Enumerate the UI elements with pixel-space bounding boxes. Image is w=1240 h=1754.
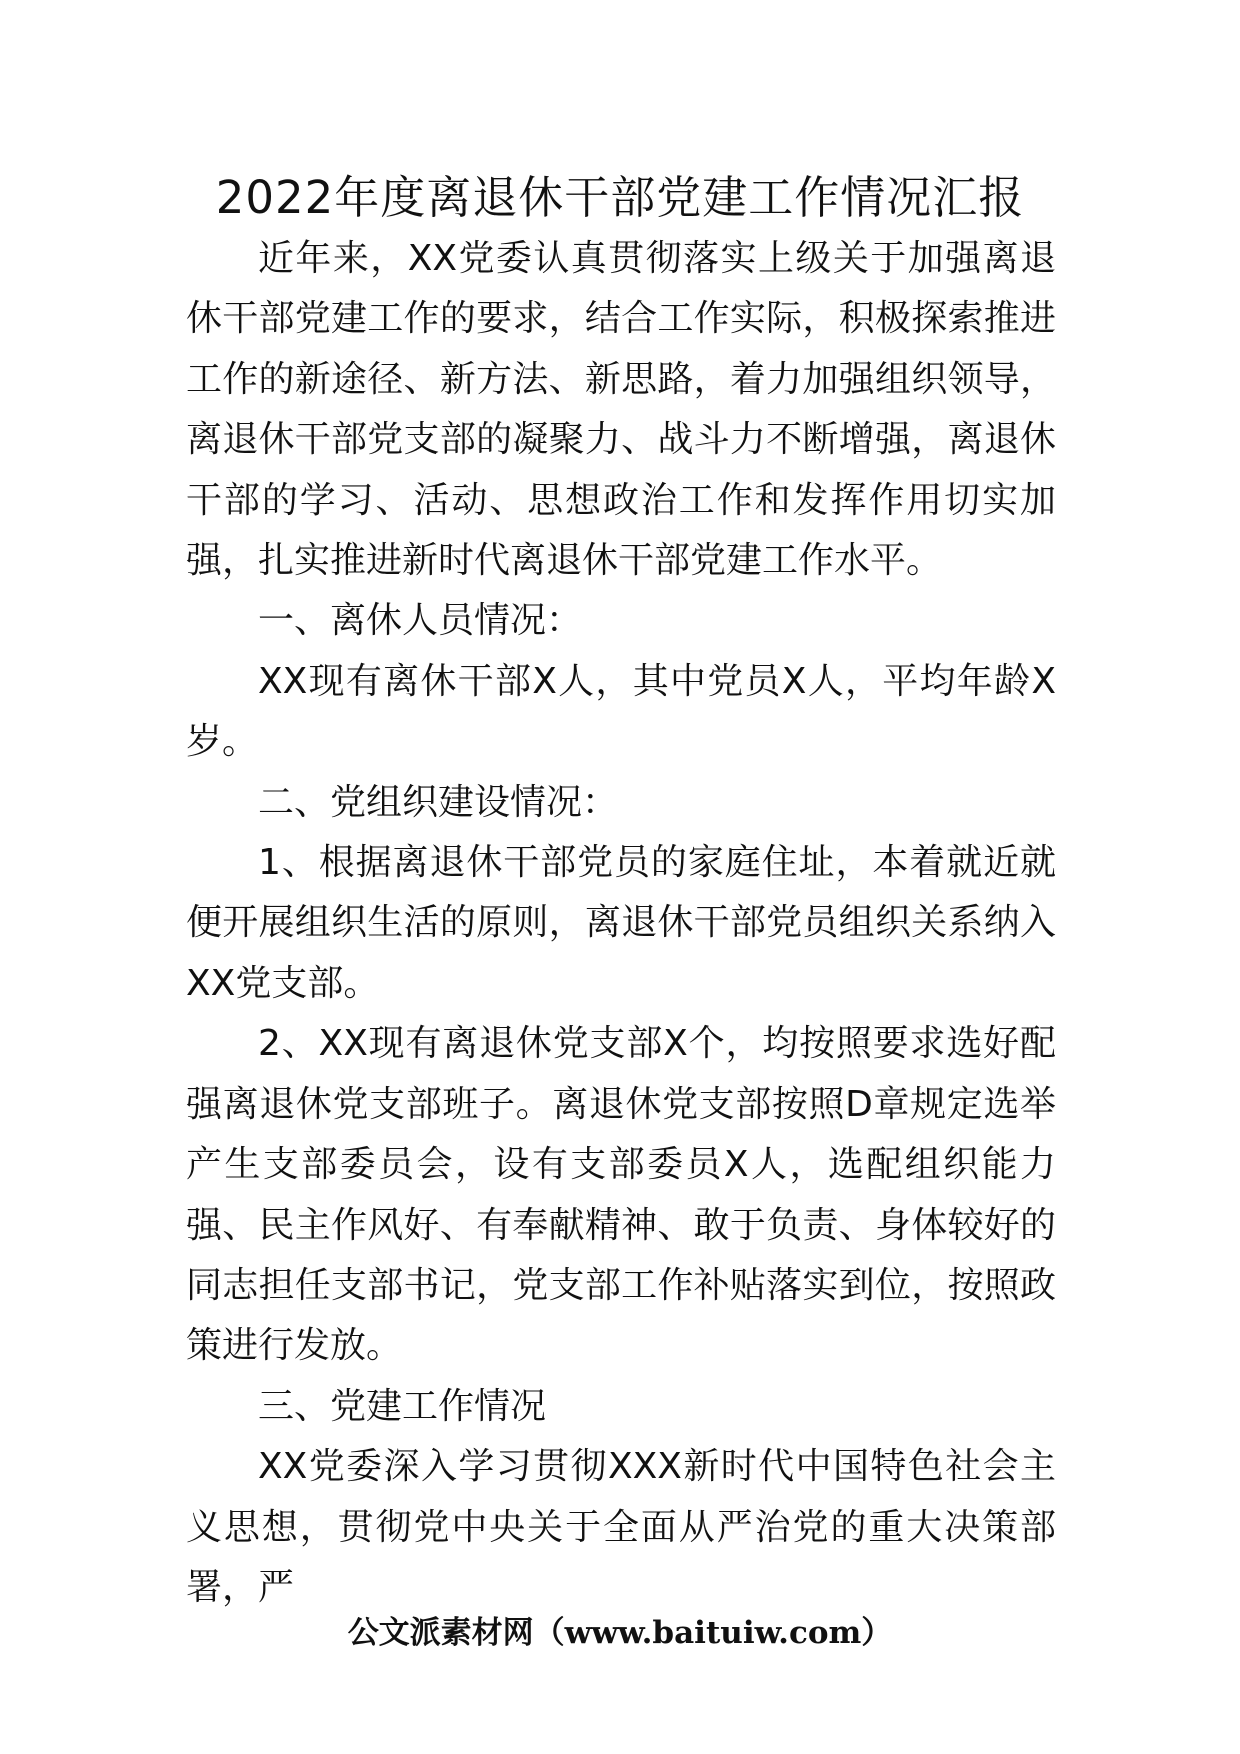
document-title: 2022年度离退休干部党建工作情况汇报 — [215, 171, 1025, 224]
section-heading-1: 一、离休人员情况： — [258, 600, 583, 642]
intro-paragraph: 近年来，XX党委认真贯彻落实上级关于加强离退休干部党建工作的要求，结合工作实际，积极探索推进工作的新途径、新方法、新思路，着力加强组织领导，离退休干部党支部的凝聚力、战斗力不断增强，离退休干部的学习、活动、思想政治工作和发挥作用切实加强，扎实推进新时代离退休干部党建工作水平。 — [186, 238, 1056, 582]
section-heading-2: 二、党组织建设情况： — [258, 781, 619, 823]
body-paragraph: XX现有离休干部X人，其中党员X人，平均年龄X岁。 — [186, 660, 1056, 763]
body-paragraph: XX党委深入学习贯彻XXX新时代中国特色社会主义思想，贯彻党中央关于全面从严治党的重大决策部署，严 — [186, 1446, 1056, 1608]
section-heading-3: 三、党建工作情况 — [258, 1385, 547, 1427]
body-paragraph: 2、XX现有离退休党支部X个，均按照要求选好配强离退休党支部班子。离退休党支部按照D章规定选举产生支部委员会，设有支部委员X人，选配组织能力强、民主作风好、有奉献精神、敢于负责、身体较好的同志担任支部书记，党支部工作补贴落实到位，按照政策进行发放。 — [186, 1023, 1056, 1367]
body-paragraph: 1、根据离退休干部党员的家庭住址，本着就近就便开展组织生活的原则，离退休干部党员组织关系纳入XX党支部。 — [186, 842, 1056, 1004]
footer-watermark: 公文派素材网（www.baituiw.com） — [347, 1615, 893, 1651]
document-body — [186, 229, 1056, 1618]
